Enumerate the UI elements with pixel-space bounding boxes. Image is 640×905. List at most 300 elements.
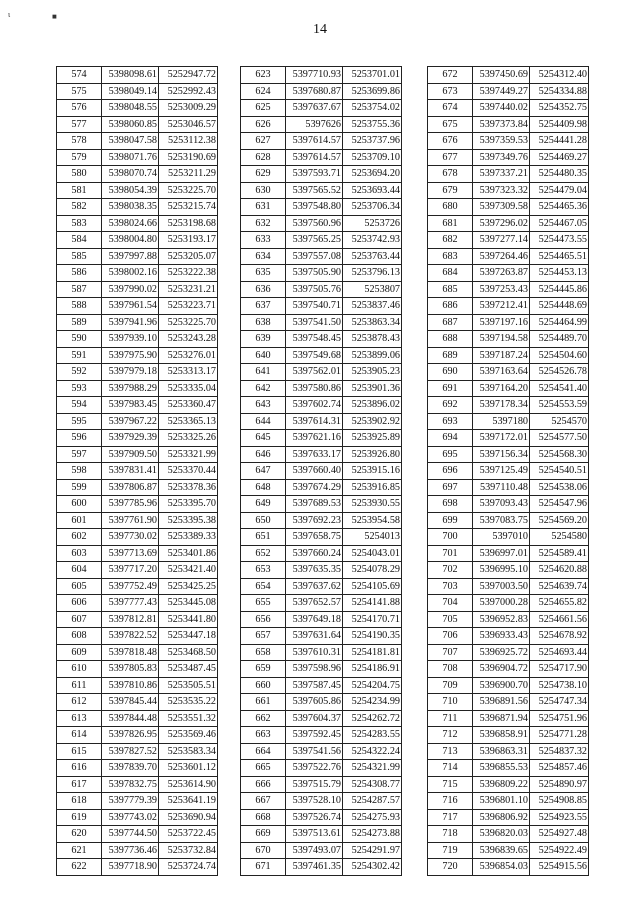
table-row	[57, 562, 218, 579]
coordinate-x: 5397660.24	[286, 545, 343, 562]
coordinate-x: 5397743.02	[102, 809, 159, 826]
coordinate-y: 5253401.86	[159, 545, 218, 562]
point-number: 646	[241, 446, 286, 463]
table-row	[57, 232, 218, 249]
point-number: 689	[428, 347, 473, 364]
coordinate-y: 5253225.70	[159, 314, 218, 331]
coordinate-x: 5397909.50	[102, 446, 159, 463]
point-number: 706	[428, 628, 473, 645]
coordinate-x: 5397505.76	[286, 281, 343, 298]
point-number: 703	[428, 578, 473, 595]
point-number: 690	[428, 364, 473, 381]
point-number: 584	[57, 232, 102, 249]
point-number: 605	[57, 578, 102, 595]
table-row	[241, 281, 402, 298]
coordinate-y: 5254469.27	[530, 149, 589, 166]
coordinate-y: 5253325.26	[159, 430, 218, 447]
coordinate-y: 5254922.49	[530, 842, 589, 859]
point-number: 645	[241, 430, 286, 447]
coordinate-x: 5398054.39	[102, 182, 159, 199]
coordinate-x: 5397635.35	[286, 562, 343, 579]
table-row	[241, 347, 402, 364]
coordinate-y: 5253441.80	[159, 611, 218, 628]
table-row	[428, 413, 589, 430]
coordinate-y: 5254577.50	[530, 430, 589, 447]
table-row	[241, 578, 402, 595]
coordinate-y: 5254275.93	[343, 809, 402, 826]
coordinate-y: 5253225.70	[159, 182, 218, 199]
point-number: 720	[428, 859, 473, 876]
coordinate-y: 5254283.55	[343, 727, 402, 744]
point-number: 705	[428, 611, 473, 628]
coordinate-y: 5253954.58	[343, 512, 402, 529]
table-row	[57, 479, 218, 496]
table-row	[241, 116, 402, 133]
table-row	[241, 760, 402, 777]
coordinate-x: 5397961.54	[102, 298, 159, 315]
coordinate-y: 5253223.71	[159, 298, 218, 315]
coordinate-y: 5253335.04	[159, 380, 218, 397]
point-number: 643	[241, 397, 286, 414]
point-number: 674	[428, 100, 473, 117]
table-row	[428, 380, 589, 397]
table-row	[241, 529, 402, 546]
table-row	[241, 826, 402, 843]
table-row	[428, 397, 589, 414]
coordinate-y: 5253926.80	[343, 446, 402, 463]
point-number: 635	[241, 265, 286, 282]
coordinate-table-1	[56, 66, 218, 876]
coordinate-x: 5397373.84	[473, 116, 530, 133]
table-row	[428, 248, 589, 265]
scan-mark-right: ■	[52, 12, 57, 21]
coordinate-y: 5253505.51	[159, 677, 218, 694]
coordinate-y: 5254308.77	[343, 776, 402, 793]
coordinate-x: 5397562.01	[286, 364, 343, 381]
point-number: 644	[241, 413, 286, 430]
table-row	[241, 793, 402, 810]
coordinate-y: 5253583.34	[159, 743, 218, 760]
table-row	[241, 463, 402, 480]
coordinate-x: 5397710.93	[286, 67, 343, 84]
point-number: 626	[241, 116, 286, 133]
coordinate-x: 5397718.90	[102, 859, 159, 876]
table-row	[57, 413, 218, 430]
table-row	[241, 595, 402, 612]
coordinate-x: 5397806.87	[102, 479, 159, 496]
coordinate-y: 5254541.40	[530, 380, 589, 397]
point-number: 717	[428, 809, 473, 826]
point-number: 696	[428, 463, 473, 480]
point-number: 627	[241, 133, 286, 150]
coordinate-x: 5397263.87	[473, 265, 530, 282]
table-row	[428, 364, 589, 381]
table-row	[241, 413, 402, 430]
table-row	[57, 842, 218, 859]
point-number: 625	[241, 100, 286, 117]
coordinate-y: 5254302.42	[343, 859, 402, 876]
table-row	[57, 463, 218, 480]
table-row	[241, 215, 402, 232]
coordinate-y: 5254693.44	[530, 644, 589, 661]
point-number: 680	[428, 199, 473, 216]
coordinate-x: 5397967.22	[102, 413, 159, 430]
table-row	[428, 809, 589, 826]
point-number: 581	[57, 182, 102, 199]
coordinate-y: 5254620.88	[530, 562, 589, 579]
point-number: 658	[241, 644, 286, 661]
table-row	[57, 545, 218, 562]
table-row	[57, 182, 218, 199]
coordinate-y: 5254078.29	[343, 562, 402, 579]
coordinate-y: 5253569.46	[159, 727, 218, 744]
coordinate-y: 5254837.32	[530, 743, 589, 760]
table-row	[428, 463, 589, 480]
point-number: 580	[57, 166, 102, 183]
table-row	[57, 364, 218, 381]
coordinate-y: 5254553.59	[530, 397, 589, 414]
coordinate-x: 5396904.72	[473, 661, 530, 678]
point-number: 677	[428, 149, 473, 166]
coordinate-x: 5397652.57	[286, 595, 343, 612]
table-row	[428, 727, 589, 744]
table-row	[241, 232, 402, 249]
table-row	[57, 347, 218, 364]
point-number: 601	[57, 512, 102, 529]
table-row	[428, 298, 589, 315]
coordinate-x: 5397637.62	[286, 578, 343, 595]
point-number: 661	[241, 694, 286, 711]
point-number: 714	[428, 760, 473, 777]
coordinate-y: 5253701.01	[343, 67, 402, 84]
coordinate-y: 5253902.92	[343, 413, 402, 430]
coordinate-x: 5398038.35	[102, 199, 159, 216]
point-number: 609	[57, 644, 102, 661]
coordinate-x: 5397593.71	[286, 166, 343, 183]
coordinate-x: 5397988.29	[102, 380, 159, 397]
point-number: 630	[241, 182, 286, 199]
coordinate-x: 5398004.80	[102, 232, 159, 249]
coordinate-y: 5253641.19	[159, 793, 218, 810]
coordinate-x: 5397522.76	[286, 760, 343, 777]
coordinate-y: 5254923.55	[530, 809, 589, 826]
coordinate-x: 5397528.10	[286, 793, 343, 810]
coordinate-y: 5253205.07	[159, 248, 218, 265]
point-number: 611	[57, 677, 102, 694]
coordinate-x: 5397337.21	[473, 166, 530, 183]
coordinate-y: 5252992.43	[159, 83, 218, 100]
point-number: 686	[428, 298, 473, 315]
point-number: 622	[57, 859, 102, 876]
coordinate-x: 5397839.70	[102, 760, 159, 777]
coordinate-y: 5254747.34	[530, 694, 589, 711]
coordinate-x: 5397631.64	[286, 628, 343, 645]
coordinate-x: 5396900.70	[473, 677, 530, 694]
coordinate-y: 5253321.99	[159, 446, 218, 463]
coordinate-y: 5253863.34	[343, 314, 402, 331]
point-number: 599	[57, 479, 102, 496]
coordinate-y: 5254526.78	[530, 364, 589, 381]
point-number: 657	[241, 628, 286, 645]
table-row	[241, 331, 402, 348]
table-row	[57, 578, 218, 595]
table-row	[57, 397, 218, 414]
point-number: 591	[57, 347, 102, 364]
coordinate-x: 5397975.90	[102, 347, 159, 364]
coordinate-y: 5253276.01	[159, 347, 218, 364]
coordinate-x: 5397540.71	[286, 298, 343, 315]
coordinate-x: 5397692.23	[286, 512, 343, 529]
table-row	[57, 859, 218, 876]
coordinate-y: 5253360.47	[159, 397, 218, 414]
table-row	[241, 727, 402, 744]
point-number: 606	[57, 595, 102, 612]
point-number: 586	[57, 265, 102, 282]
point-number: 651	[241, 529, 286, 546]
point-number: 623	[241, 67, 286, 84]
coordinate-x: 5397164.20	[473, 380, 530, 397]
coordinate-y: 5254569.20	[530, 512, 589, 529]
coordinate-x: 5397194.58	[473, 331, 530, 348]
table-row	[57, 248, 218, 265]
point-number: 600	[57, 496, 102, 513]
table-row	[428, 83, 589, 100]
coordinate-x: 5397010	[473, 529, 530, 546]
point-number: 688	[428, 331, 473, 348]
point-number: 596	[57, 430, 102, 447]
coordinate-x: 5397526.74	[286, 809, 343, 826]
point-number: 687	[428, 314, 473, 331]
coordinate-x: 5397979.18	[102, 364, 159, 381]
coordinate-y: 5253378.36	[159, 479, 218, 496]
point-number: 663	[241, 727, 286, 744]
coordinate-x: 5397844.48	[102, 710, 159, 727]
coordinate-y: 5253243.28	[159, 331, 218, 348]
table-row	[241, 545, 402, 562]
coordinate-x: 5396891.56	[473, 694, 530, 711]
point-number: 585	[57, 248, 102, 265]
coordinate-y: 5254204.75	[343, 677, 402, 694]
coordinate-y: 5253365.13	[159, 413, 218, 430]
table-row	[57, 281, 218, 298]
coordinate-y: 5253724.74	[159, 859, 218, 876]
coordinate-x: 5397610.31	[286, 644, 343, 661]
coordinate-x: 5397197.16	[473, 314, 530, 331]
coordinate-y: 5253193.17	[159, 232, 218, 249]
coordinate-x: 5397777.43	[102, 595, 159, 612]
coordinate-y: 5253896.02	[343, 397, 402, 414]
coordinate-x: 5397831.41	[102, 463, 159, 480]
table-row	[428, 562, 589, 579]
table-row	[428, 100, 589, 117]
table-row	[428, 232, 589, 249]
coordinate-y: 5254568.30	[530, 446, 589, 463]
table-row	[241, 397, 402, 414]
coordinate-table-3	[427, 66, 589, 876]
coordinate-y: 5254661.56	[530, 611, 589, 628]
coordinate-x: 5396871.94	[473, 710, 530, 727]
coordinate-y: 5254013	[343, 529, 402, 546]
coordinate-y: 5253231.21	[159, 281, 218, 298]
table-row	[241, 298, 402, 315]
coordinate-x: 5397637.67	[286, 100, 343, 117]
table-row	[428, 265, 589, 282]
table-row	[57, 215, 218, 232]
coordinate-x: 5397614.57	[286, 149, 343, 166]
coordinate-y: 5254181.81	[343, 644, 402, 661]
table-row	[57, 611, 218, 628]
coordinate-x: 5396933.43	[473, 628, 530, 645]
coordinate-x: 5397997.88	[102, 248, 159, 265]
coordinate-x: 5397541.56	[286, 743, 343, 760]
table-row	[57, 776, 218, 793]
table-row	[57, 446, 218, 463]
coordinate-x: 5397587.45	[286, 677, 343, 694]
coordinate-table-2	[240, 66, 402, 876]
coordinate-x: 5398070.74	[102, 166, 159, 183]
table-row	[428, 215, 589, 232]
coordinate-x: 5397626	[286, 116, 343, 133]
table-row	[241, 67, 402, 84]
table-row	[241, 496, 402, 513]
point-number: 699	[428, 512, 473, 529]
coordinate-y: 5254445.86	[530, 281, 589, 298]
coordinate-x: 5397713.69	[102, 545, 159, 562]
table-row	[428, 479, 589, 496]
point-number: 698	[428, 496, 473, 513]
coordinate-y: 5254352.75	[530, 100, 589, 117]
coordinate-x: 5397110.48	[473, 479, 530, 496]
coordinate-x: 5398049.14	[102, 83, 159, 100]
coordinate-y: 5253447.18	[159, 628, 218, 645]
coordinate-y: 5253930.55	[343, 496, 402, 513]
coordinate-y: 5254589.41	[530, 545, 589, 562]
coordinate-y: 5253313.17	[159, 364, 218, 381]
coordinate-x: 5397560.96	[286, 215, 343, 232]
coordinate-y: 5253709.10	[343, 149, 402, 166]
table-row	[241, 710, 402, 727]
coordinate-y: 5253198.68	[159, 215, 218, 232]
coordinate-x: 5397093.43	[473, 496, 530, 513]
coordinate-x: 5397730.02	[102, 529, 159, 546]
coordinate-x: 5397649.18	[286, 611, 343, 628]
coordinate-x: 5397505.90	[286, 265, 343, 282]
point-number: 713	[428, 743, 473, 760]
table-row	[241, 809, 402, 826]
table-row	[57, 430, 218, 447]
coordinate-y: 5254927.48	[530, 826, 589, 843]
coordinate-y: 5254890.97	[530, 776, 589, 793]
point-number: 620	[57, 826, 102, 843]
table-row	[428, 133, 589, 150]
point-number: 593	[57, 380, 102, 397]
table-row	[428, 446, 589, 463]
table-row	[428, 859, 589, 876]
point-number: 719	[428, 842, 473, 859]
coordinate-x: 5397845.44	[102, 694, 159, 711]
point-number: 598	[57, 463, 102, 480]
coordinate-x: 5397810.86	[102, 677, 159, 694]
coordinate-y: 5253837.46	[343, 298, 402, 315]
coordinate-x: 5397178.34	[473, 397, 530, 414]
coordinate-y: 5254540.51	[530, 463, 589, 480]
point-number: 718	[428, 826, 473, 843]
coordinate-y: 5254908.85	[530, 793, 589, 810]
coordinate-x: 5397083.75	[473, 512, 530, 529]
point-number: 628	[241, 149, 286, 166]
table-row	[241, 512, 402, 529]
table-row	[428, 595, 589, 612]
point-number: 669	[241, 826, 286, 843]
coordinate-x: 5396925.72	[473, 644, 530, 661]
table-row	[57, 149, 218, 166]
coordinate-x: 5396820.03	[473, 826, 530, 843]
table-row	[428, 793, 589, 810]
point-number: 672	[428, 67, 473, 84]
coordinate-x: 5397549.68	[286, 347, 343, 364]
coordinate-y: 5254479.04	[530, 182, 589, 199]
point-number: 693	[428, 413, 473, 430]
coordinate-x: 5397818.48	[102, 644, 159, 661]
coordinate-x: 5396809.22	[473, 776, 530, 793]
point-number: 616	[57, 760, 102, 777]
coordinate-y: 5253487.45	[159, 661, 218, 678]
table-row	[57, 298, 218, 315]
coordinate-y: 5253754.02	[343, 100, 402, 117]
coordinate-x: 5397450.69	[473, 67, 530, 84]
coordinate-y: 5254334.88	[530, 83, 589, 100]
point-number: 673	[428, 83, 473, 100]
coordinate-x: 5397565.25	[286, 232, 343, 249]
coordinate-y: 5253112.38	[159, 133, 218, 150]
table-row	[428, 578, 589, 595]
table-row	[428, 842, 589, 859]
table-row	[57, 67, 218, 84]
coordinate-y: 5253425.25	[159, 578, 218, 595]
coordinate-y: 5254489.70	[530, 331, 589, 348]
table-row	[57, 133, 218, 150]
coordinate-y: 5254639.74	[530, 578, 589, 595]
table-row	[428, 677, 589, 694]
coordinate-x: 5396806.92	[473, 809, 530, 826]
table-row	[428, 182, 589, 199]
coordinate-y: 5253215.74	[159, 199, 218, 216]
coordinate-y: 5253468.50	[159, 644, 218, 661]
point-number: 704	[428, 595, 473, 612]
coordinate-x: 5397990.02	[102, 281, 159, 298]
coordinate-x: 5396995.10	[473, 562, 530, 579]
coordinate-y: 5253190.69	[159, 149, 218, 166]
table-row	[428, 496, 589, 513]
coordinate-x: 5397253.43	[473, 281, 530, 298]
point-number: 619	[57, 809, 102, 826]
table-row	[57, 661, 218, 678]
point-number: 715	[428, 776, 473, 793]
table-row	[241, 611, 402, 628]
table-row	[428, 760, 589, 777]
table-row	[57, 595, 218, 612]
coordinate-y: 5254717.90	[530, 661, 589, 678]
table-row	[428, 611, 589, 628]
coordinate-x: 5396855.53	[473, 760, 530, 777]
coordinate-y: 5254105.69	[343, 578, 402, 595]
coordinate-y: 5254915.56	[530, 859, 589, 876]
table-row	[428, 199, 589, 216]
table-row	[57, 727, 218, 744]
coordinate-x: 5398024.66	[102, 215, 159, 232]
coordinate-y: 5254857.46	[530, 760, 589, 777]
point-number: 632	[241, 215, 286, 232]
